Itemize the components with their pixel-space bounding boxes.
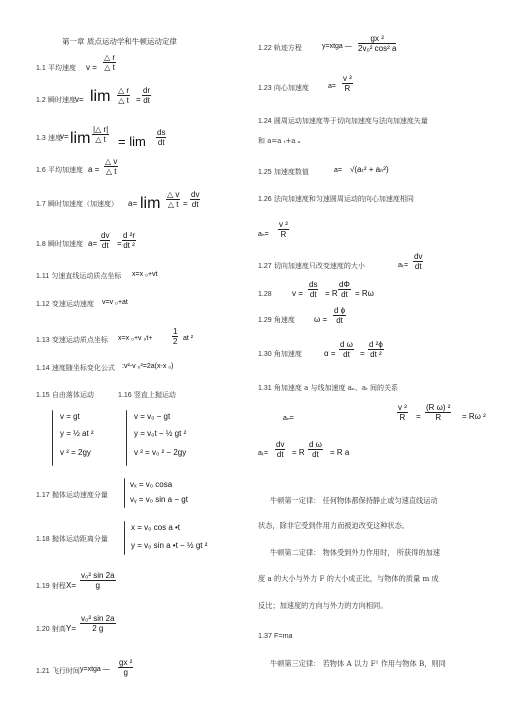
item-1.7-frac1: $\frac{\triangle v}{\triangle t}$ bbox=[167, 190, 180, 209]
item-1.13-label: 1.13 变速运动质点坐标 bbox=[36, 336, 108, 344]
item-1.21-frac: $\frac{\text{gx ²}}{g}$ bbox=[119, 658, 133, 677]
item-1.31-label: 1.31 角加速度 a 与线加速度 aₙ、aₜ 间的关系 bbox=[258, 384, 399, 392]
vertical-eq2: y = v₀t − ½ gt ² bbox=[134, 429, 187, 438]
newton1-line2: 状态，除非它受到作用力而被迫改变这种状态。 bbox=[258, 521, 409, 530]
item-1.23-label: 1.23 向心加速度 bbox=[258, 84, 309, 92]
item-1.6-eq: a = bbox=[88, 165, 100, 174]
at-frac2: $\frac{\text{d ω}}{dt}$ bbox=[309, 440, 322, 459]
item-1.3-eq2: = lim bbox=[118, 134, 146, 149]
item-1.1-eq: v = bbox=[86, 63, 97, 72]
item-1.25-formula: √(aₜ² + aₙ²) bbox=[350, 165, 389, 174]
item-1.8-eq2: = bbox=[117, 239, 122, 248]
item-1.27-frac: $\frac{dv}{dt}$ bbox=[414, 252, 423, 271]
item-1.2-lim: lim bbox=[90, 88, 111, 105]
item-1.19-frac: $\frac{\text{v₀² sin 2a}}{g}$ bbox=[81, 571, 115, 590]
item-1.7-frac2: $\frac{dv}{dt}$ bbox=[191, 190, 200, 209]
newton2-line3: 反比；加速度的方向与外力的方向相同。 bbox=[258, 601, 388, 610]
item-1.25-eq: a= bbox=[334, 167, 342, 174]
item-1.2-label: 1.2 瞬时速度 bbox=[36, 96, 76, 104]
sum-line: 和 a=a ₜ+a ₙ bbox=[258, 137, 301, 145]
proj-d-eq1: x = v₀ cos a •t bbox=[131, 523, 181, 532]
item-1.2-frac2: $\frac{dr}{dt}$ bbox=[143, 86, 151, 105]
at-frac1: $\frac{dv}{dt}$ bbox=[276, 440, 285, 459]
item-1.3-frac2: $\frac{ds}{dt}$ bbox=[157, 128, 166, 147]
free-fall-eq2: y = ½ at ² bbox=[60, 429, 94, 438]
item-1.1-frac: $\frac{\triangle r}{\triangle t}$ bbox=[104, 53, 116, 72]
an-frac2: $\frac{\text{(R ω) ²}}{R}$ bbox=[426, 403, 451, 422]
newton2-line1: 牛顿第二定律： 物体受到外力作用时， 所获得的加速 bbox=[270, 548, 440, 557]
item-1.8-label: 1.8 瞬时加速度 bbox=[36, 240, 83, 248]
item-1.2-eq2: = bbox=[136, 95, 141, 104]
item-1.23-frac: $\frac{\text{v ²}}{R}$ bbox=[343, 74, 352, 93]
item-1.2-frac1: $\frac{\triangle r}{\triangle t}$ bbox=[118, 86, 130, 105]
item-1.29-eq: ω = bbox=[314, 315, 328, 324]
item-1.1-label: 1.1 平均速度 bbox=[36, 64, 76, 72]
item-1.22-eq: y=xtga — bbox=[322, 43, 352, 50]
vertical-brace bbox=[126, 410, 127, 466]
item-1.27-eq: aₜ= bbox=[398, 262, 409, 269]
an-label: aₙ= bbox=[283, 415, 294, 422]
item-1.3-lim: lim bbox=[70, 130, 91, 147]
item-1.20-label: 1.20 射高 bbox=[36, 625, 66, 633]
item-1.7-label: 1.7 瞬时加速度（加速度） bbox=[36, 200, 118, 208]
item-1.13-tail: at ² bbox=[183, 335, 194, 342]
item-1.27-label: 1.27 切向加速度只改变速度的大小 bbox=[258, 262, 365, 270]
item-1.7-eq2: = bbox=[183, 199, 188, 208]
newton1-line1: 牛顿第一定律： 任何物体都保持静止或匀速直线运动 bbox=[270, 496, 438, 505]
free-fall-eq3: v ² = 2gy bbox=[60, 448, 91, 457]
item-1.21-label: 1.21 飞行时间 bbox=[36, 667, 80, 675]
item-1.30-frac1: $\frac{\text{d ω}}{dt}$ bbox=[340, 340, 353, 359]
chapter-title: 第一章 质点运动学和牛顿运动定律 bbox=[62, 37, 177, 46]
item-1.26-label: 1.26 法向加速度和匀速圆周运动的向心加速度相同 bbox=[258, 195, 414, 203]
item-1.12-label: 1.12 变速运动速度 bbox=[36, 300, 94, 308]
free-fall-eq1: v = gt bbox=[60, 412, 80, 421]
item-1.17-label: 1.17 抛体运动速度分量 bbox=[36, 491, 108, 499]
item-1.28-eq: v = bbox=[292, 289, 303, 298]
item-1.29-label: 1.29 角速度 bbox=[258, 316, 295, 324]
item-1.29-frac: $\frac{\text{d ϕ}}{dt}$ bbox=[334, 306, 346, 325]
vertical-eq1: v = v₀ − gt bbox=[134, 412, 171, 421]
item-1.2-eq: v= bbox=[75, 95, 84, 104]
item-1.22-frac: $\frac{\text{gx ²}}{\text{2v₀² cos² a}}$ bbox=[358, 34, 397, 53]
item-1.16-label: 1.16 竖直上抛运动 bbox=[118, 391, 176, 399]
n-eq: aₙ= bbox=[258, 231, 269, 238]
item-1.3-label: 1.3 速度 bbox=[36, 134, 62, 142]
item-1.28-label: 1.28 bbox=[258, 291, 272, 298]
item-1.8-eq: a= bbox=[88, 239, 98, 248]
item-1.7-eq: a= bbox=[128, 199, 138, 208]
an-frac1: $\frac{\text{v ²}}{R}$ bbox=[398, 403, 407, 422]
item-1.28-frac1: $\frac{ds}{dt}$ bbox=[309, 280, 318, 299]
item-1.7-lim: lim bbox=[140, 195, 161, 212]
item-1.14-label: 1.14 速度随坐标变化公式 bbox=[36, 364, 115, 372]
proj-d-eq2: y = v₀ sin a •t − ½ gt ² bbox=[131, 541, 208, 550]
item-1.28-tail: = Rω bbox=[355, 289, 374, 298]
proj-v-brace bbox=[124, 478, 125, 508]
an-tail: = Rω ² bbox=[462, 412, 486, 421]
newton3-line1: 牛顿第三定律： 若物体 A 以力 F¹ 作用与物体 B，则同 bbox=[270, 659, 446, 668]
item-1.21-eq: y=xtga — bbox=[80, 666, 110, 673]
item-1.18-label: 1.18 抛体运动距离分量 bbox=[36, 535, 108, 543]
item-1.30-label: 1.30 角加速度 bbox=[258, 350, 302, 358]
item-1.12-formula: v=v ₀+at bbox=[102, 299, 128, 306]
item-1.20-eq: Y= bbox=[66, 624, 77, 633]
item-1.11-label: 1.11 匀速直线运动质点坐标 bbox=[36, 272, 122, 280]
proj-v-eq1: vₓ = v₀ cosa bbox=[130, 480, 173, 489]
item-1.3-eq: v= bbox=[60, 132, 69, 141]
newton2-line2: 度 a 的大小与外力 F 的大小成正比，与物体的质量 m 成 bbox=[258, 574, 439, 583]
vertical-eq3: v ² = v₀ ² − 2gy bbox=[134, 448, 187, 457]
at-tail: = R a bbox=[330, 448, 350, 457]
item-1.19-eq: X= bbox=[66, 581, 77, 590]
item-1.28-eq2: = R bbox=[325, 289, 338, 298]
item-1.30-frac2: $\frac{\text{d ²ϕ}}{\text{dt ²}}$ bbox=[369, 340, 383, 359]
item-1.28-frac2: $\frac{d\Phi}{dt}$ bbox=[339, 280, 350, 299]
item-1.23-eq: a= bbox=[328, 83, 336, 90]
at-eq: = R bbox=[292, 448, 305, 457]
item-1.25-label: 1.25 加速度数值 bbox=[258, 168, 309, 176]
an-eq: = bbox=[416, 412, 421, 421]
at-label: aₜ= bbox=[258, 450, 269, 457]
proj-v-eq2: vᵧ = v₀ sin a − gt bbox=[130, 495, 188, 504]
item-1.6-frac: $\frac{\triangle v}{\triangle t}$ bbox=[105, 157, 118, 176]
item-1.13-formula: x=x ₀+v ₀t+ bbox=[118, 335, 153, 342]
item-1.24-label: 1.24 圆周运动加速度等于切向加速度与法向加速度矢量 bbox=[258, 117, 428, 125]
item-1.30-eq2: = bbox=[360, 349, 365, 358]
item-1.20-frac: $\frac{\text{v₀² sin 2a}}{2 g}$ bbox=[81, 614, 115, 633]
item-1.13-frac: $\frac{1}{2}$ bbox=[173, 327, 178, 346]
item-1.30-eq: α = bbox=[324, 349, 336, 358]
free-fall-brace bbox=[52, 410, 53, 466]
item-1.22-label: 1.22 轨迹方程 bbox=[258, 44, 302, 52]
proj-d-brace bbox=[124, 521, 125, 555]
item-1.15-label: 1.15 自由落体运动 bbox=[36, 391, 94, 399]
item-1.3-frac1: $\frac{|\triangle r|}{\triangle t}$ bbox=[93, 125, 109, 144]
formula-1.37: 1.37 F=ma bbox=[258, 631, 293, 640]
item-1.19-label: 1.19 射程 bbox=[36, 582, 66, 590]
item-1.11-formula: x=x ₀+vt bbox=[132, 271, 158, 278]
item-1.6-label: 1.6 平均加速度 bbox=[36, 166, 83, 174]
n-frac: $\frac{\text{v ²}}{R}$ bbox=[279, 220, 288, 239]
item-1.8-frac1: $\frac{dv}{dt}$ bbox=[101, 231, 110, 250]
item-1.8-frac2: $\frac{\text{d ²r}}{\text{dt ²}}$ bbox=[123, 231, 135, 250]
item-1.14-formula: :v²-v ₀²=2a(x-x ₀) bbox=[122, 363, 174, 370]
